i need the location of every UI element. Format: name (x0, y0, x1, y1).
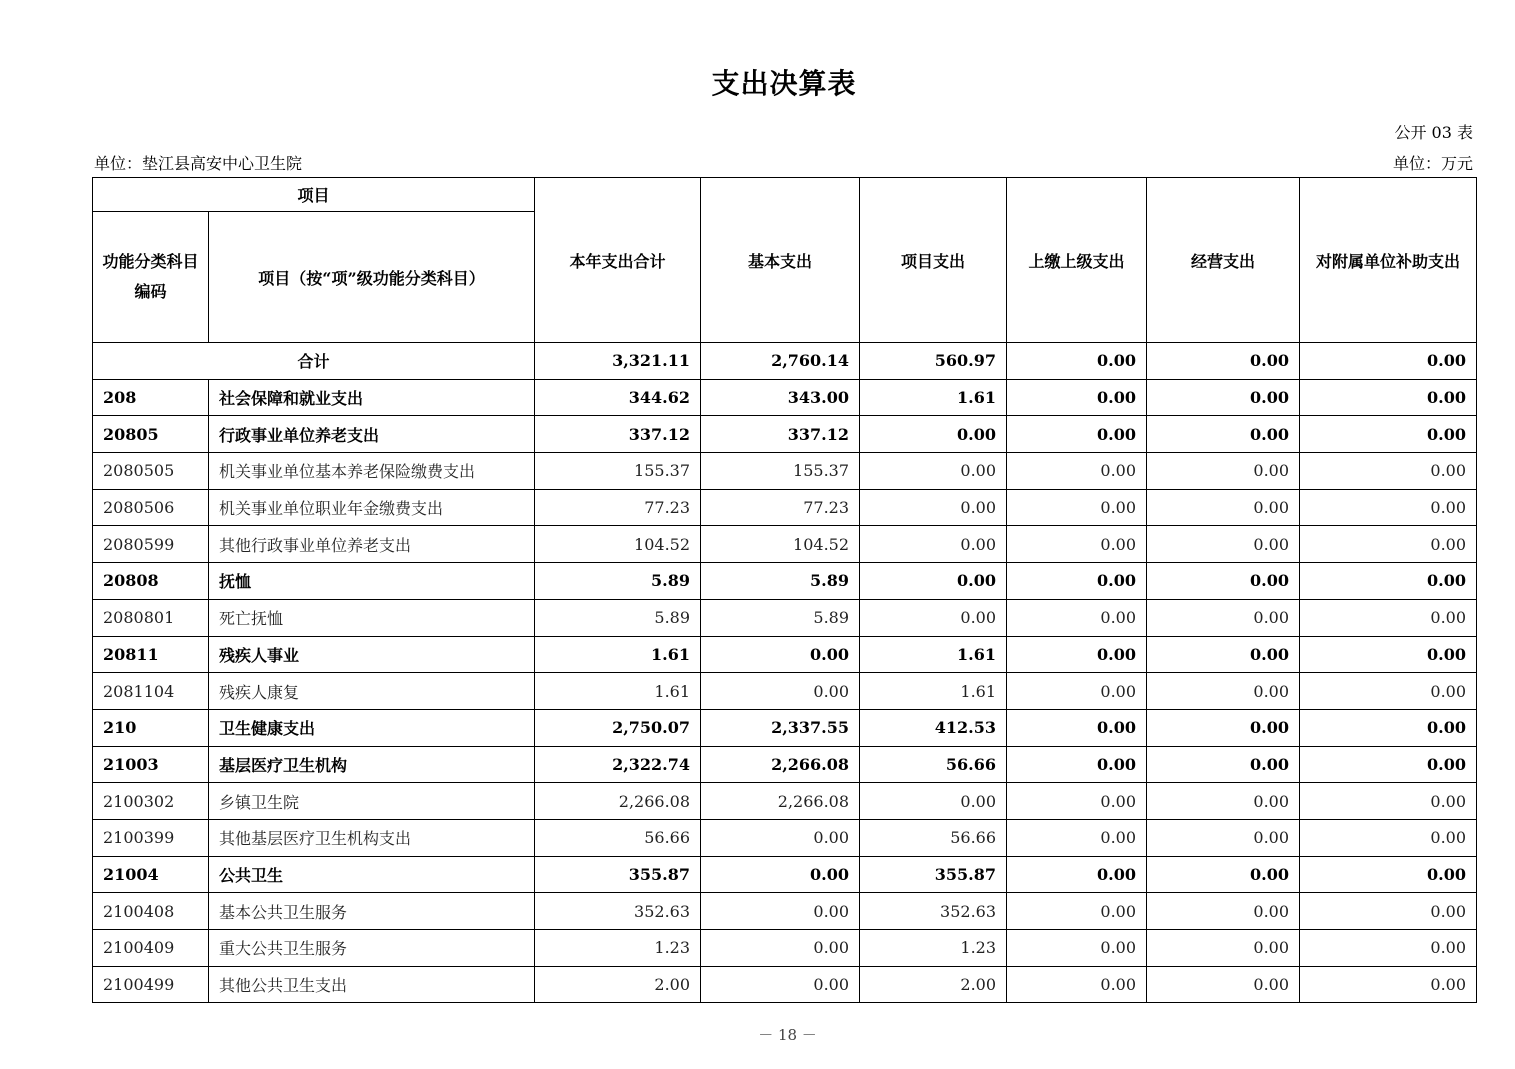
row-value: 0.00 (1007, 416, 1147, 453)
row-value: 56.66 (535, 819, 701, 856)
total-value: 2,760.14 (701, 343, 860, 380)
table-row (93, 599, 1477, 636)
row-value: 5.89 (701, 599, 860, 636)
row-value: 0.00 (860, 563, 1007, 600)
row-value: 2.00 (860, 966, 1007, 1003)
header-code: 功能分类科目编码 (93, 212, 209, 343)
row-item-name: 机关事业单位职业年金缴费支出 (209, 489, 535, 526)
row-value: 0.00 (1300, 930, 1477, 967)
row-code: 2080505 (93, 453, 209, 490)
row-value: 5.89 (535, 563, 701, 600)
row-value: 155.37 (535, 453, 701, 490)
row-code: 208 (93, 379, 209, 416)
row-value: 77.23 (535, 489, 701, 526)
row-value: 412.53 (860, 709, 1007, 746)
row-value: 0.00 (1147, 709, 1300, 746)
table-row (93, 856, 1477, 893)
row-value: 0.00 (1147, 453, 1300, 490)
row-item-name: 抚恤 (209, 563, 535, 600)
row-value: 0.00 (1300, 416, 1477, 453)
row-code: 20805 (93, 416, 209, 453)
row-value: 0.00 (701, 856, 860, 893)
row-value: 0.00 (1147, 673, 1300, 710)
row-item-name: 乡镇卫生院 (209, 783, 535, 820)
table-row (93, 489, 1477, 526)
row-value: 104.52 (535, 526, 701, 563)
header-upper-payment: 上缴上级支出 (1007, 178, 1147, 343)
row-value: 0.00 (1007, 930, 1147, 967)
row-value: 0.00 (1007, 636, 1147, 673)
row-value: 1.23 (535, 930, 701, 967)
row-value: 0.00 (1147, 783, 1300, 820)
row-value: 0.00 (1007, 526, 1147, 563)
row-value: 0.00 (1147, 636, 1300, 673)
row-value: 0.00 (1300, 599, 1477, 636)
header-basic: 基本支出 (701, 178, 860, 343)
table-row (93, 379, 1477, 416)
row-value: 2,750.07 (535, 709, 701, 746)
row-item-name: 机关事业单位基本养老保险缴费支出 (209, 453, 535, 490)
row-item-name: 行政事业单位养老支出 (209, 416, 535, 453)
row-code: 2100302 (93, 783, 209, 820)
row-value: 355.87 (535, 856, 701, 893)
row-code: 2100399 (93, 819, 209, 856)
header-business: 经营支出 (1147, 178, 1300, 343)
row-value: 0.00 (860, 783, 1007, 820)
currency-unit: 单位：万元 (1392, 154, 1473, 173)
row-value: 352.63 (535, 893, 701, 930)
row-code: 21004 (93, 856, 209, 893)
table-row (93, 673, 1477, 710)
row-value: 104.52 (701, 526, 860, 563)
row-value: 0.00 (1300, 783, 1477, 820)
row-item-name: 社会保障和就业支出 (209, 379, 535, 416)
row-value: 355.87 (860, 856, 1007, 893)
total-label: 合计 (93, 343, 535, 380)
table-row (93, 636, 1477, 673)
row-item-name: 死亡抚恤 (209, 599, 535, 636)
row-value: 344.62 (535, 379, 701, 416)
row-value: 0.00 (1300, 673, 1477, 710)
row-value: 0.00 (1300, 379, 1477, 416)
row-value: 5.89 (701, 563, 860, 600)
row-value: 0.00 (860, 599, 1007, 636)
row-value: 0.00 (701, 636, 860, 673)
row-value: 0.00 (1007, 893, 1147, 930)
row-value: 337.12 (701, 416, 860, 453)
row-value: 0.00 (1007, 489, 1147, 526)
total-value: 0.00 (1300, 343, 1477, 380)
row-code: 2080506 (93, 489, 209, 526)
row-value: 1.23 (860, 930, 1007, 967)
table-row (93, 893, 1477, 930)
row-item-name: 公共卫生 (209, 856, 535, 893)
row-value: 56.66 (860, 819, 1007, 856)
table-row (93, 563, 1477, 600)
row-item-name: 残疾人康复 (209, 673, 535, 710)
total-value: 560.97 (860, 343, 1007, 380)
table-row (93, 709, 1477, 746)
table-row (93, 819, 1477, 856)
total-row (93, 343, 1477, 380)
header-project: 项目 (93, 178, 535, 212)
row-value: 0.00 (1147, 819, 1300, 856)
row-item-name: 基层医疗卫生机构 (209, 746, 535, 783)
row-value: 1.61 (860, 379, 1007, 416)
row-value: 0.00 (1147, 856, 1300, 893)
row-value: 0.00 (1007, 379, 1147, 416)
row-value: 0.00 (1300, 856, 1477, 893)
table-row (93, 746, 1477, 783)
total-value: 0.00 (1007, 343, 1147, 380)
row-value: 2,337.55 (701, 709, 860, 746)
row-code: 2080599 (93, 526, 209, 563)
row-value: 0.00 (1300, 453, 1477, 490)
header-project-expenditure: 项目支出 (860, 178, 1007, 343)
organization-unit: 单位：垫江县高安中心卫生院 (94, 154, 303, 173)
row-code: 2100408 (93, 893, 209, 930)
row-item-name: 重大公共卫生服务 (209, 930, 535, 967)
table-row (93, 783, 1477, 820)
row-code: 210 (93, 709, 209, 746)
row-value: 0.00 (1147, 563, 1300, 600)
row-value: 0.00 (1147, 489, 1300, 526)
row-value: 0.00 (860, 416, 1007, 453)
row-value: 0.00 (1007, 563, 1147, 600)
expenditure-table (92, 177, 1477, 1003)
row-item-name: 其他行政事业单位养老支出 (209, 526, 535, 563)
table-row (93, 453, 1477, 490)
row-code: 21003 (93, 746, 209, 783)
table-row (93, 930, 1477, 967)
row-item-name: 残疾人事业 (209, 636, 535, 673)
page-number: － 18 － (758, 1026, 817, 1044)
header-item: 项目（按“项”级功能分类科目） (209, 212, 535, 343)
page-title: 支出决算表 (711, 67, 857, 100)
row-code: 2100499 (93, 966, 209, 1003)
row-item-name: 卫生健康支出 (209, 709, 535, 746)
row-value: 0.00 (1300, 563, 1477, 600)
row-value: 0.00 (1007, 673, 1147, 710)
form-number: 公开 03 表 (1394, 123, 1473, 142)
row-value: 0.00 (1147, 893, 1300, 930)
row-value: 0.00 (1007, 599, 1147, 636)
row-item-name: 其他基层医疗卫生机构支出 (209, 819, 535, 856)
row-value: 0.00 (701, 966, 860, 1003)
row-code: 20808 (93, 563, 209, 600)
row-value: 0.00 (1147, 930, 1300, 967)
row-value: 0.00 (1007, 966, 1147, 1003)
row-value: 2,322.74 (535, 746, 701, 783)
row-value: 0.00 (1300, 636, 1477, 673)
total-value: 0.00 (1147, 343, 1300, 380)
row-value: 77.23 (701, 489, 860, 526)
row-code: 20811 (93, 636, 209, 673)
row-code: 2080801 (93, 599, 209, 636)
row-item-name: 其他公共卫生支出 (209, 966, 535, 1003)
row-value: 2.00 (535, 966, 701, 1003)
row-value: 56.66 (860, 746, 1007, 783)
row-value: 0.00 (1007, 783, 1147, 820)
row-value: 2,266.08 (701, 746, 860, 783)
table-row (93, 966, 1477, 1003)
row-value: 352.63 (860, 893, 1007, 930)
row-value: 0.00 (701, 673, 860, 710)
row-value: 337.12 (535, 416, 701, 453)
table-row (93, 416, 1477, 453)
row-value: 0.00 (1300, 709, 1477, 746)
row-value: 1.61 (860, 636, 1007, 673)
row-value: 0.00 (1147, 599, 1300, 636)
row-value: 0.00 (1147, 526, 1300, 563)
row-code: 2100409 (93, 930, 209, 967)
row-value: 0.00 (1300, 966, 1477, 1003)
row-value: 5.89 (535, 599, 701, 636)
row-value: 1.61 (535, 673, 701, 710)
header-subsidy: 对附属单位补助支出 (1300, 178, 1477, 343)
row-value: 0.00 (860, 453, 1007, 490)
row-value: 0.00 (701, 930, 860, 967)
row-value: 0.00 (1007, 746, 1147, 783)
total-value: 3,321.11 (535, 343, 701, 380)
row-value: 0.00 (701, 893, 860, 930)
row-value: 0.00 (1147, 379, 1300, 416)
row-value: 155.37 (701, 453, 860, 490)
table-row (93, 526, 1477, 563)
row-value: 2,266.08 (701, 783, 860, 820)
row-value: 0.00 (1147, 966, 1300, 1003)
header-total: 本年支出合计 (535, 178, 701, 343)
row-value: 0.00 (701, 819, 860, 856)
row-value: 1.61 (535, 636, 701, 673)
row-value: 343.00 (701, 379, 860, 416)
row-value: 0.00 (1300, 489, 1477, 526)
row-value: 0.00 (1007, 819, 1147, 856)
row-value: 0.00 (1300, 893, 1477, 930)
row-code: 2081104 (93, 673, 209, 710)
row-value: 2,266.08 (535, 783, 701, 820)
row-value: 0.00 (1147, 416, 1300, 453)
row-item-name: 基本公共卫生服务 (209, 893, 535, 930)
row-value: 0.00 (1007, 709, 1147, 746)
row-value: 0.00 (860, 526, 1007, 563)
row-value: 0.00 (860, 489, 1007, 526)
row-value: 0.00 (1300, 746, 1477, 783)
row-value: 1.61 (860, 673, 1007, 710)
row-value: 0.00 (1007, 856, 1147, 893)
row-value: 0.00 (1300, 819, 1477, 856)
row-value: 0.00 (1147, 746, 1300, 783)
row-value: 0.00 (1300, 526, 1477, 563)
row-value: 0.00 (1007, 453, 1147, 490)
